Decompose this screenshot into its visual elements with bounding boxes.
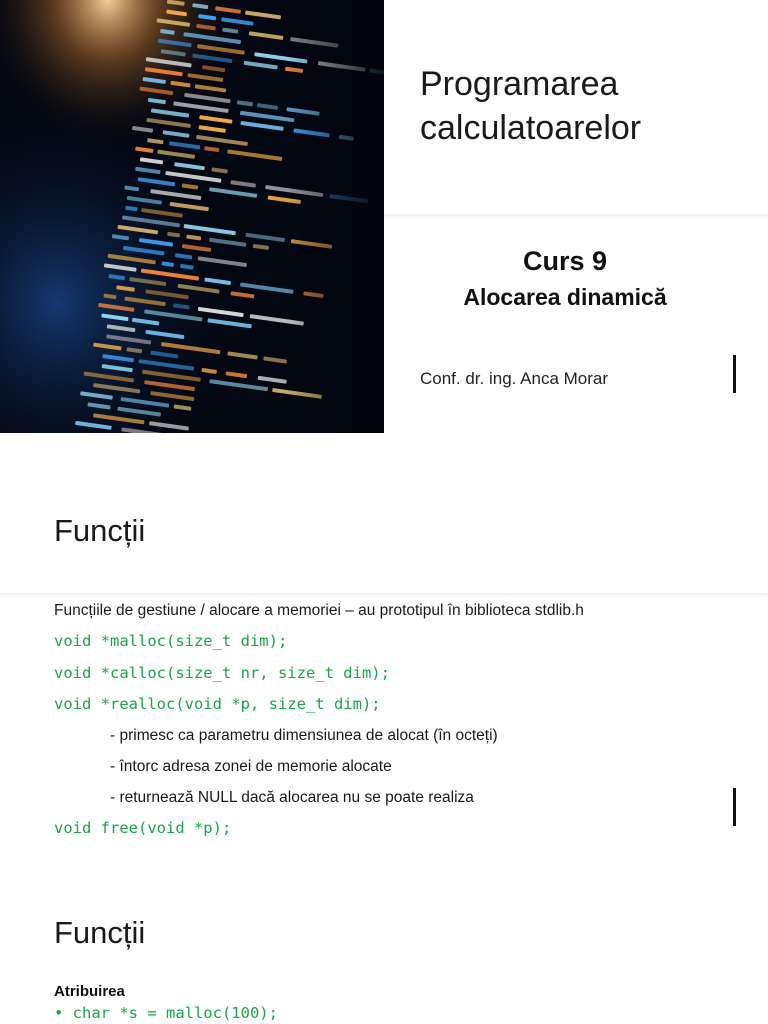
divider	[0, 593, 768, 599]
functions-slide	[0, 433, 768, 863]
code-calloc: void *calloc(size_t nr, size_t dim);	[54, 664, 390, 682]
title-slide	[0, 0, 768, 433]
presentation-title	[420, 62, 750, 150]
title-line-2: calculatoarelor	[420, 109, 642, 147]
slide-heading: Funcții	[54, 915, 146, 950]
bullet-return-address: - întorc adresa zonei de memorie alocate	[110, 758, 392, 775]
bullet-return-null: - returnează NULL dacă alocarea nu se poate realiza	[110, 789, 474, 806]
code-malloc: void *malloc(size_t dim);	[54, 632, 288, 650]
course-number: Curs 9	[522, 246, 608, 276]
text-cursor-marker	[733, 788, 736, 826]
course-subject: Alocarea dinamică	[463, 284, 667, 310]
divider	[384, 214, 768, 220]
code-photo-image	[0, 0, 384, 433]
subheading: Atribuirea	[54, 983, 125, 1000]
list-item: • char *s = malloc(100);	[54, 1004, 278, 1022]
intro-text: Funcțiile de gestiune / alocare a memoriei – au prototipul în biblioteca stdlib.h	[54, 602, 584, 619]
text-cursor-marker	[733, 355, 736, 393]
assignment-slide	[0, 863, 768, 1024]
code-realloc: void *realloc(void *p, size_t dim);	[54, 695, 381, 713]
title-line-1: Programarea	[420, 65, 619, 103]
author-name: Conf. dr. ing. Anca Morar	[420, 369, 609, 388]
bullet-param: - primesc ca parametru dimensiunea de alocat (în octeți)	[110, 727, 498, 744]
code-free: void free(void *p);	[54, 819, 232, 837]
slide-heading: Funcții	[54, 513, 146, 548]
